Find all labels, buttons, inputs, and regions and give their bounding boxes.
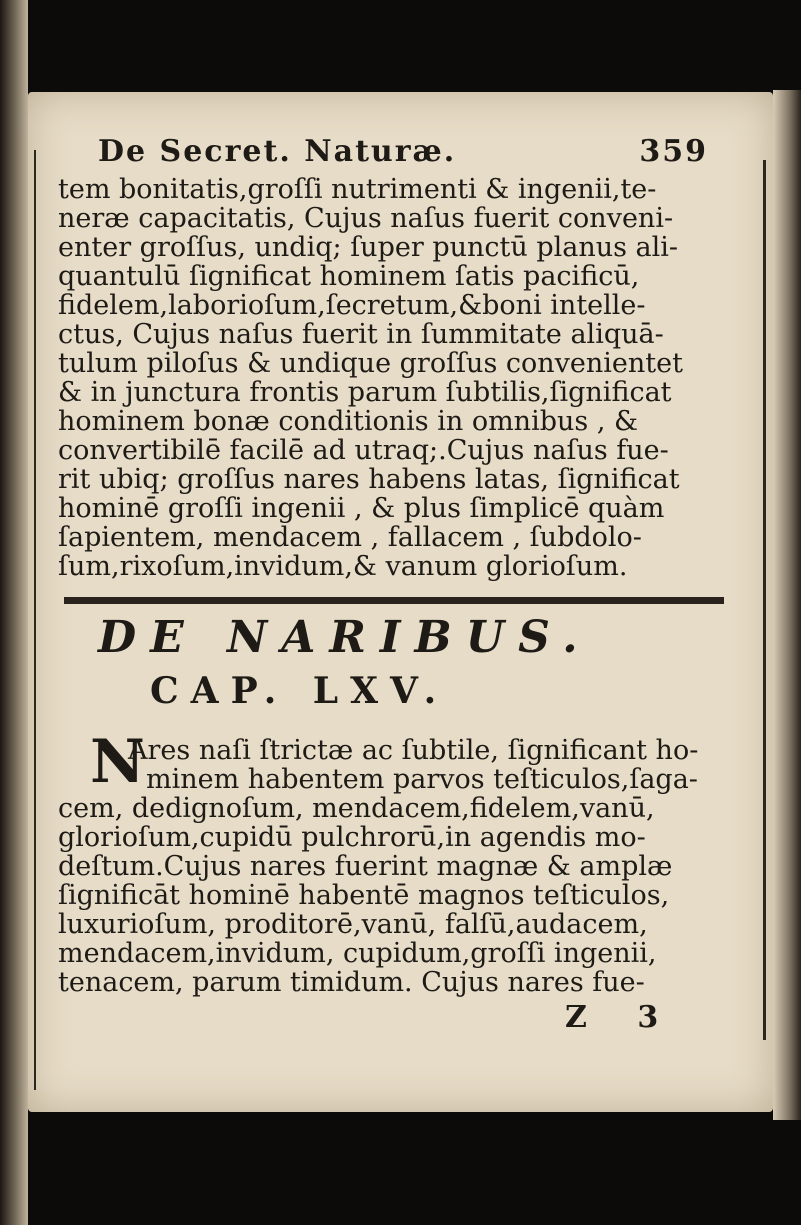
text-line: glorioſum,cupidū pulchrorū,in agendis mo- (58, 822, 646, 853)
text-line: hominem bonæ conditionis in omnibus , & (58, 406, 639, 437)
running-header (98, 134, 708, 174)
paragraph (58, 175, 748, 581)
text-line: deſtum.Cujus nares fuerint magnæ & amplæ (58, 851, 673, 882)
section-divider (64, 597, 724, 604)
text-line: cem, dedignoſum, mendacem,fidelem,vanū, (58, 793, 655, 824)
drop-cap: N (90, 727, 145, 797)
text-line: tenacem, parum timidum. Cujus nares fue- (58, 967, 645, 998)
text-line: luxurioſum, proditorē,vanū, falſū,audacem, (58, 909, 648, 940)
book-edge-right (773, 90, 801, 1120)
text-line: quantulū ſignificat hominem ſatis pacificū, (58, 261, 640, 292)
page-margin-line (763, 160, 766, 1040)
catchword-signature: Z 3 (565, 1000, 679, 1035)
text-line: enter groſſus, undiq; ſuper punctū planus ali- (58, 232, 679, 263)
text-line: rit ubiq; groſſus nares habens latas, ſignificat (58, 464, 680, 495)
text-line: fidelem,laborioſum,ſecretum,&boni intelle- (58, 290, 646, 321)
page-fold-line (34, 150, 36, 1090)
text-line: ſum,rixoſum,invidum,& vanum glorioſum. (58, 551, 628, 582)
chapter-paragraph (58, 735, 758, 996)
text-line: ſignificāt hominē habentē magnos teſticulos, (58, 880, 670, 911)
text-line: Ares naſi ſtrictæ ac ſubtile, ſignificant ho- (128, 735, 699, 766)
page-number: 359 (639, 134, 708, 169)
text-line: mendacem,invidum, cupidum,groſſi ingenii, (58, 938, 657, 969)
section-heading: DE NARIBUS. (98, 612, 592, 663)
chapter-label: CAP. LXV. (150, 670, 449, 712)
text-line: & in junctura frontis parum ſubtilis,ſignificat (58, 377, 672, 408)
text-line: minem habentem parvos teſticulos,ſaga- (146, 764, 698, 795)
running-title: De Secret. Naturæ. (98, 134, 457, 169)
text-line: tulum piloſus & undique groſſus convenientet (58, 348, 683, 379)
book-edge-left (0, 0, 28, 1225)
text-line: tem bonitatis,groſſi nutrimenti & ingenii,te- (58, 174, 657, 205)
text-line: ctus, Cujus naſus fuerit in ſummitate aliquā- (58, 319, 664, 350)
text-line: convertibilē facilē ad utraq;.Cujus naſus fue- (58, 435, 669, 466)
text-line: hominē groſſi ingenii , & plus ſimplicē quàm (58, 493, 665, 524)
text-line: ſapientem, mendacem , fallacem , ſubdolo- (58, 522, 642, 553)
text-line: neræ capacitatis, Cujus naſus fuerit conveni- (58, 203, 674, 234)
